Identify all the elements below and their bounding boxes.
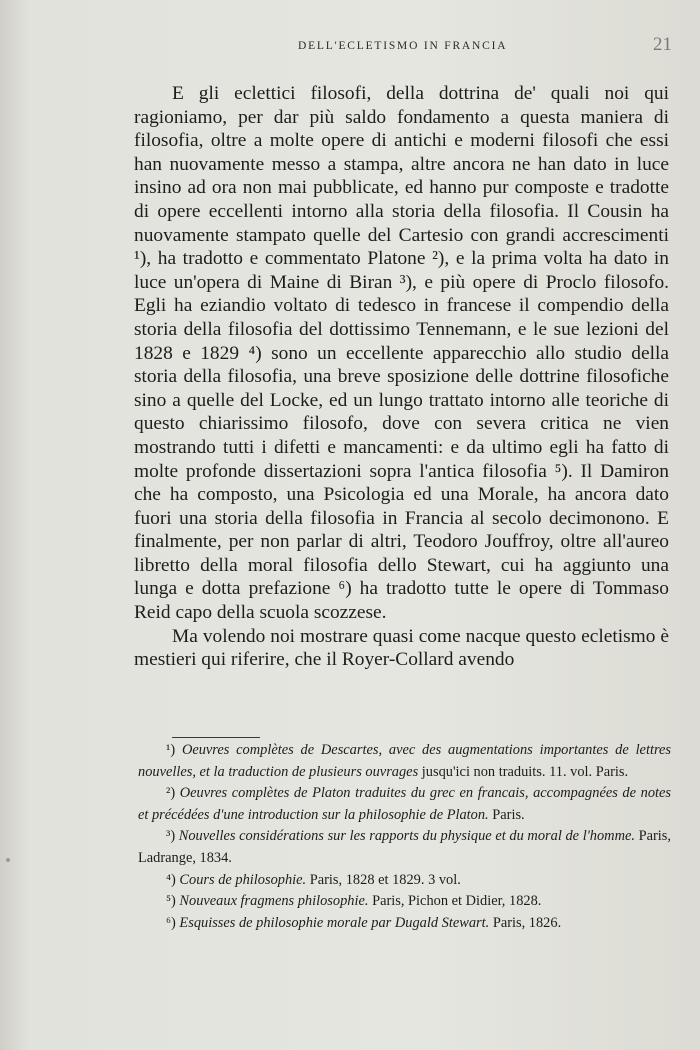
footnote-mark: ¹)	[166, 742, 176, 758]
footnote	[138, 826, 671, 869]
footnote	[138, 913, 671, 935]
footnote-title: Cours de philosophie.	[179, 871, 307, 888]
footnote-title: Nouvelles considérations sur les rapports du physique et du moral de l'homme.	[178, 828, 635, 845]
footnote-text: Paris.	[488, 806, 525, 823]
footnote-title: Oeuvres complètes de Platon traduites du grec en francais, accompagnées de notes et précédées d'une introduction sur la philosophie de Platon.	[138, 785, 671, 823]
footnote-separator	[172, 737, 260, 738]
page-number: 21	[653, 34, 672, 55]
footnote-title: Oeuvres complètes de Descartes, avec des augmentations importantes de lettres nouvelles, et la traduction de plusieurs ouvrages	[138, 742, 671, 780]
footnote-text: Paris, 1826.	[489, 914, 562, 931]
footnote-mark: ³)	[166, 828, 176, 845]
footnotes	[138, 740, 671, 934]
running-title: DELL'ECLETISMO IN FRANCIA	[298, 40, 508, 52]
paragraph: Ma volendo noi mostrare quasi come nacque questo ecletismo è mestieri qui riferire, che il Royer-Collard avendo	[134, 625, 669, 671]
paragraph: E gli eclettici filosofi, della dottrina de' quali noi qui ragioniamo, per dar più saldo fondamento a questa maniera di filosofia, oltre a molte opere di antichi e moderni filosofi che essi han nuovamente messo a stampa, altre ancora ne han dato in luce insino ad ora non mai pubblicate, ed hanno pur composte e tradotte di opere eccellenti intorno alla storia della filosofia. Il Cousin ha nuovamente stampato quelle del Cartesio con grandi accrescimenti ¹), ha tradotto e commentato Platone ²), e la prima volta ha dato in luce un'opera di Maine di Biran ³), e più opere di Proclo filosofo. Egli ha eziandio voltato di tedesco in francese il compendio della storia della filosofia del dottissimo Tennemann, e le sue lezioni del 1828 e 1829 ⁴) sono un eccellente apparecchio allo studio della storia della filosofia, una breve sposizione delle dottrine filosofiche sino a quelle del Locke, ed un lungo trattato intorno alle teoriche di questo chiarissimo filosofo, dove con severa critica ne vien mostrando tutti i difetti e mancamenti: e da ultimo egli ha fatto di molte profonde dissertazioni sopra l'antica filosofia ⁵). Il Damiron che ha composto, una Psicologia ed una Morale, ha ancora dato fuori una storia della filosofia in Francia al secolo decimonono. E finalmente, per non parlar di altri, Teodoro Jouffroy, oltre all'aureo libretto della moral filosofia dello Stewart, cui ha aggiunto una lunga e dotta prefazione ⁶) ha tradotto tutte le opere di Tommaso Reid capo della scuola scozzese.	[134, 83, 669, 624]
footnote	[138, 870, 671, 892]
footnote-text: Paris, 1828 et 1829. 3 vol.	[306, 871, 461, 888]
footnote-text: Paris, Ladrange, 1834.	[138, 828, 671, 866]
footnote-mark: ²)	[166, 785, 176, 802]
main-text	[134, 82, 669, 672]
footnote-mark: ⁶)	[166, 914, 176, 931]
footnote-title: Nouveaux fragmens philosophie.	[179, 893, 369, 910]
footnote-title: Esquisses de philosophie morale par Dugald Stewart.	[179, 914, 490, 931]
footnote-text: jusqu'ici non traduits. 11. vol. Paris.	[418, 763, 629, 780]
paper-speck	[6, 858, 10, 862]
footnote-mark: ⁵)	[166, 893, 176, 910]
page-header	[290, 36, 676, 62]
footnote	[138, 740, 671, 783]
footnote	[138, 783, 671, 826]
footnote-mark: ⁴)	[166, 871, 176, 888]
footnote-text: Paris, Pichon et Didier, 1828.	[368, 893, 542, 910]
footnote	[138, 891, 671, 913]
